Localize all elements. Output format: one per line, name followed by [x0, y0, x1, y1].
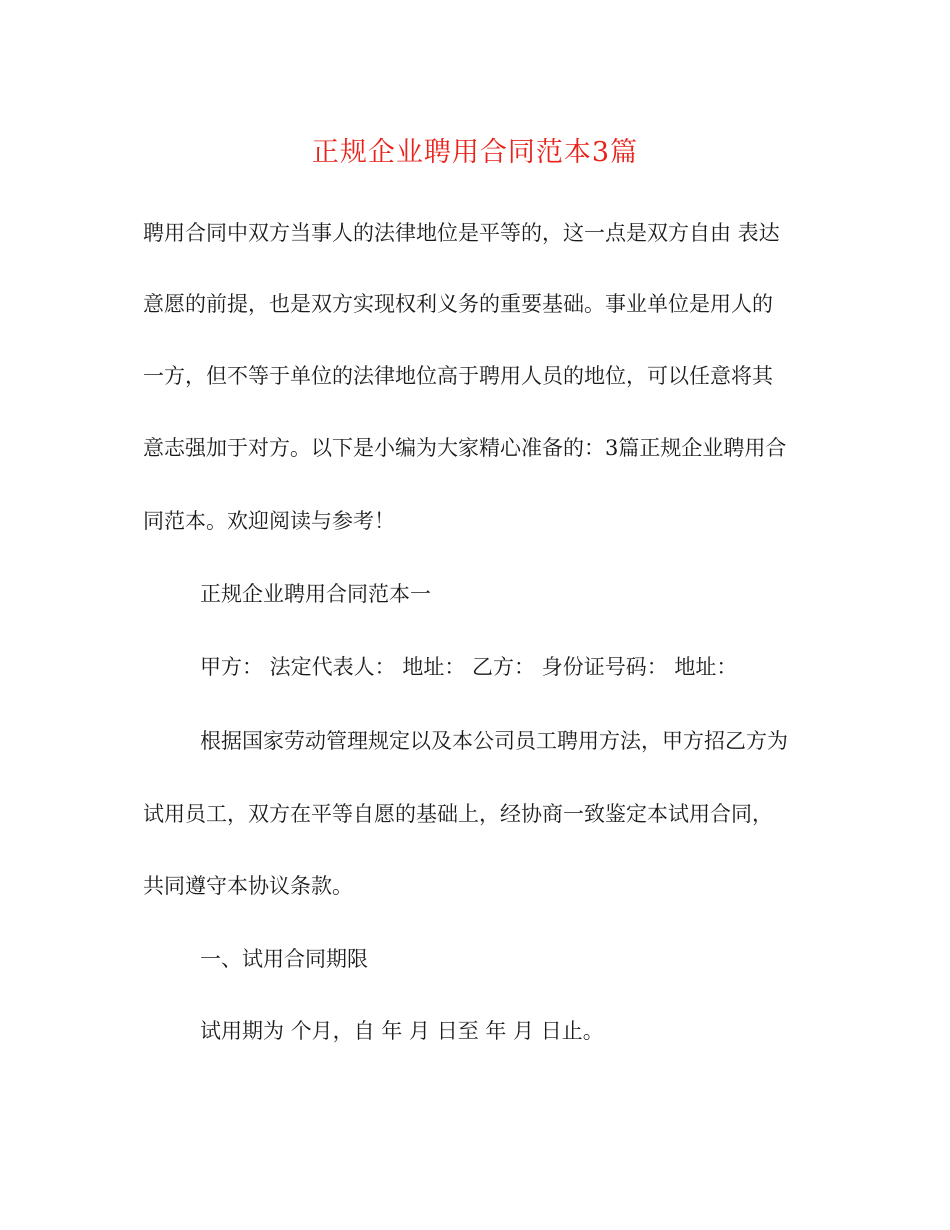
clause-heading: 一、试用合同期限 — [200, 947, 368, 971]
parties-line: 甲方： 法定代表人： 地址： 乙方： 身份证号码： 地址： — [200, 655, 738, 679]
basis-line: 共同遵守本协议条款。 — [143, 874, 353, 898]
clause-text: 试用期为 个月，自 年 月 日至 年 月 日止。 — [200, 1019, 604, 1043]
intro-line: 一方，但不等于单位的法律地位高于聘用人员的地位，可以任意将其 — [143, 364, 773, 388]
basis-line: 根据国家劳动管理规定以及本公司员工聘用方法，甲方招乙方为 — [200, 729, 788, 753]
basis-line: 试用员工，双方在平等自愿的基础上，经协商一致鉴定本试用合同， — [143, 802, 773, 826]
intro-line: 聘用合同中双方当事人的法律地位是平等的，这一点是双方自由 表达 — [143, 221, 780, 245]
intro-line: 同范本。欢迎阅读与参考！ — [143, 509, 395, 533]
intro-line: 意愿的前提，也是双方实现权利义务的重要基础。事业单位是用人的 — [143, 292, 773, 316]
section-heading: 正规企业聘用合同范本一 — [200, 582, 431, 606]
intro-line: 意志强加于对方。以下是小编为大家精心准备的：3篇正规企业聘用合 — [143, 436, 787, 460]
document-title: 正规企业聘用合同范本3篇 — [311, 137, 639, 168]
